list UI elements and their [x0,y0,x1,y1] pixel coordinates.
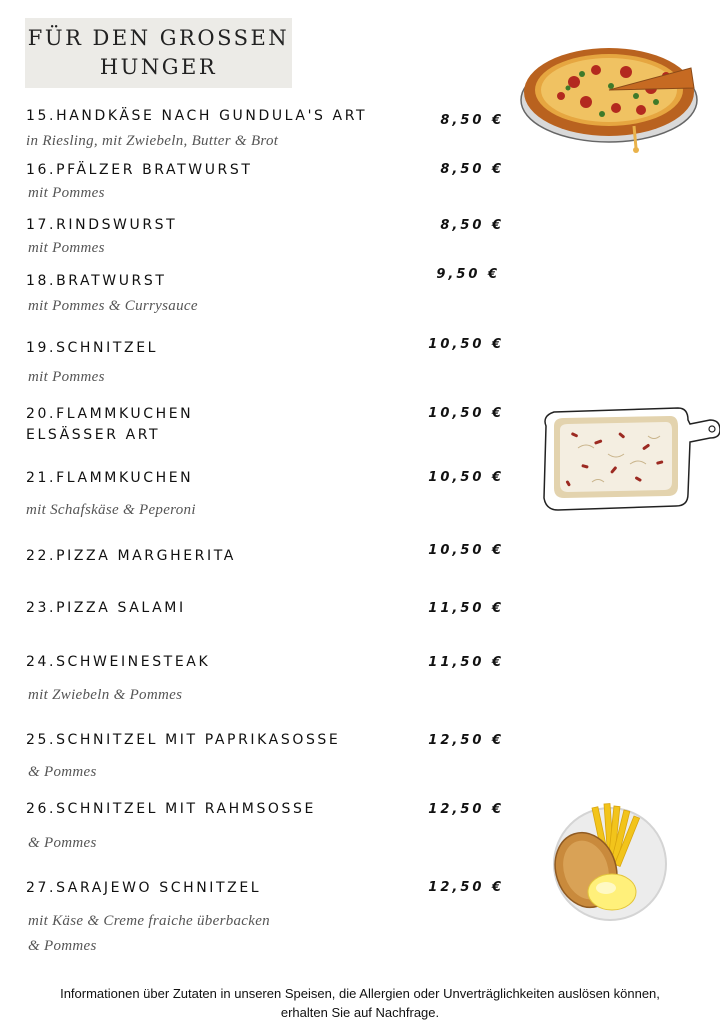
flammkuchen-board-illustration [538,402,720,514]
item-21-name: 21.FLAMMKUCHEN [26,470,194,486]
item-15-description: in Riesling, mit Zwiebeln, Butter & Brot [26,133,279,149]
pizza-illustration [516,30,706,155]
allergen-notice-line-1: Informationen über Zutaten in unseren Speisen, die Allergien oder Unverträglichkeiten auslösen können, [60,986,660,1001]
allergen-notice-line-2: erhalten Sie auf Nachfrage. [280,1005,440,1020]
item-18-name: 18.BRATWURST [26,273,167,289]
item-23-price: 11,50 € [428,601,504,616]
item-24-price: 11,50 € [428,655,504,670]
schnitzel-fries-illustration [548,800,670,924]
item-19-description: mit Pommes [28,369,105,385]
page-title-line-2: HUNGER [99,55,218,79]
item-16-description: mit Pommes [28,185,105,201]
item-27-price: 12,50 € [428,880,504,895]
item-24-description: mit Zwiebeln & Pommes [28,687,183,703]
item-25-price: 12,50 € [428,733,504,748]
allergen-notice [10,984,710,1022]
item-19-name: 19.SCHNITZEL [26,340,159,356]
item-20-name: 20.FLAMMKUCHEN [26,406,194,422]
item-24-name: 24.SCHWEINESTEAK [26,654,211,670]
item-20-name-line-2: ELSÄSSER ART [26,427,161,443]
page-title [25,24,292,82]
item-19-price: 10,50 € [428,337,504,352]
item-27-description: mit Käse & Creme fraiche überbacken [28,913,270,929]
item-21-price: 10,50 € [428,470,504,485]
page-title-line-1: FÜR DEN GROSSEN [27,26,290,50]
item-20-price: 10,50 € [428,406,504,421]
item-25-description: & Pommes [28,764,97,780]
item-22-name: 22.PIZZA MARGHERITA [26,548,236,564]
item-25-name: 25.SCHNITZEL MIT PAPRIKASOSSE [26,732,341,748]
item-17-price: 8,50 € [440,218,504,233]
item-16-price: 8,50 € [440,162,504,177]
item-18-price: 9,50 € [436,267,500,282]
item-26-description: & Pommes [28,835,97,851]
item-18-description: mit Pommes & Currysauce [28,298,198,314]
title-box [25,18,292,88]
item-22-price: 10,50 € [428,543,504,558]
item-26-price: 12,50 € [428,802,504,817]
item-15-price: 8,50 € [440,113,504,128]
item-17-name: 17.RINDSWURST [26,217,178,233]
item-16-name: 16.PFÄLZER BRATWURST [26,162,253,178]
item-26-name: 26.SCHNITZEL MIT RAHMSOSSE [26,801,316,817]
item-27-description-line-2: & Pommes [28,938,97,954]
item-21-description: mit Schafskäse & Peperoni [26,502,196,518]
item-27-name: 27.SARAJEWO SCHNITZEL [26,880,262,896]
item-15-name: 15.HANDKÄSE NACH GUNDULA'S ART [26,108,368,124]
item-23-name: 23.PIZZA SALAMI [26,600,186,616]
item-17-description: mit Pommes [28,240,105,256]
